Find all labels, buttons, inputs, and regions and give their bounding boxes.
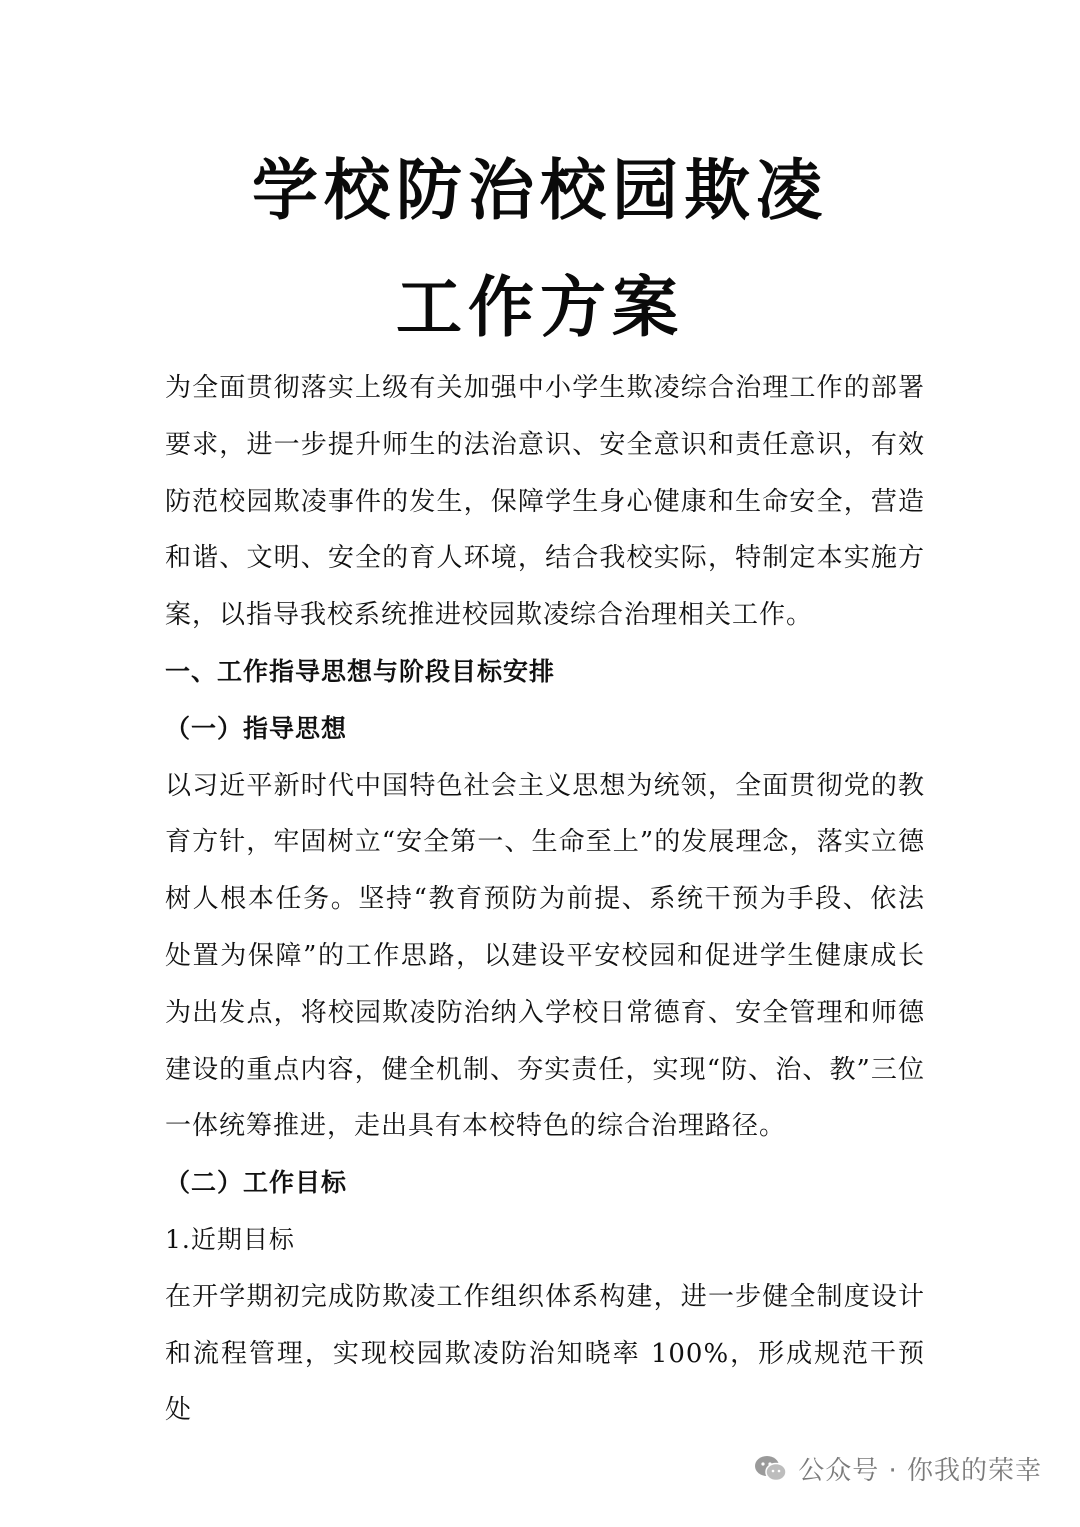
watermark-text: 公众号 · 你我的荣幸 bbox=[798, 1456, 1042, 1486]
section-heading: 一、工作指导思想与阶段目标安排 bbox=[165, 656, 556, 686]
guiding-thought-paragraph: 以习近平新时代中国特色社会主义思想为统领，全面贯彻党的教育方针，牢固树立“安全第一、生命至上”的发展理念，落实立德树人根本任务。坚持“教育预防为前提、系统干预为手段、依法处置为保障”的工作思路，以建设平安校园和促进学生健康成长为出发点，将校园欺凌防治纳入学校日常德育、安全管理和师德建设的重点内容，健全机制、夯实责任，实现“防、治、教”三位一体统筹推进，走出具有本校特色的综合治理路径。 bbox=[165, 770, 925, 1142]
subsection-heading-guiding-thought: （一）指导思想 bbox=[165, 713, 348, 743]
document-title-line1: 学校防治校园欺凌 bbox=[252, 152, 828, 229]
wechat-icon bbox=[754, 1455, 788, 1483]
document-body bbox=[165, 360, 925, 1439]
intro-paragraph: 为全面贯彻落实上级有关加强中小学生欺凌综合治理工作的部署要求，进一步提升师生的法治意识、安全意识和责任意识，有效防范校园欺凌事件的发生，保障学生身心健康和生命安全，营造和谐、文明、安全的育人环境，结合我校实际，特制定本实施方案，以指导我校系统推进校园欺凌综合治理相关工作。 bbox=[165, 373, 925, 631]
document-title-line2: 工作方案 bbox=[396, 269, 684, 346]
near-term-goal-paragraph: 在开学期初完成防欺凌工作组织体系构建，进一步健全制度设计和流程管理，实现校园欺凌防治知晓率 100%，形成规范干预处 bbox=[165, 1281, 925, 1426]
goal-heading-near-term: 1.近期目标 bbox=[165, 1224, 295, 1254]
watermark bbox=[754, 1450, 1042, 1487]
subsection-heading-goals: （二）工作目标 bbox=[165, 1168, 348, 1198]
